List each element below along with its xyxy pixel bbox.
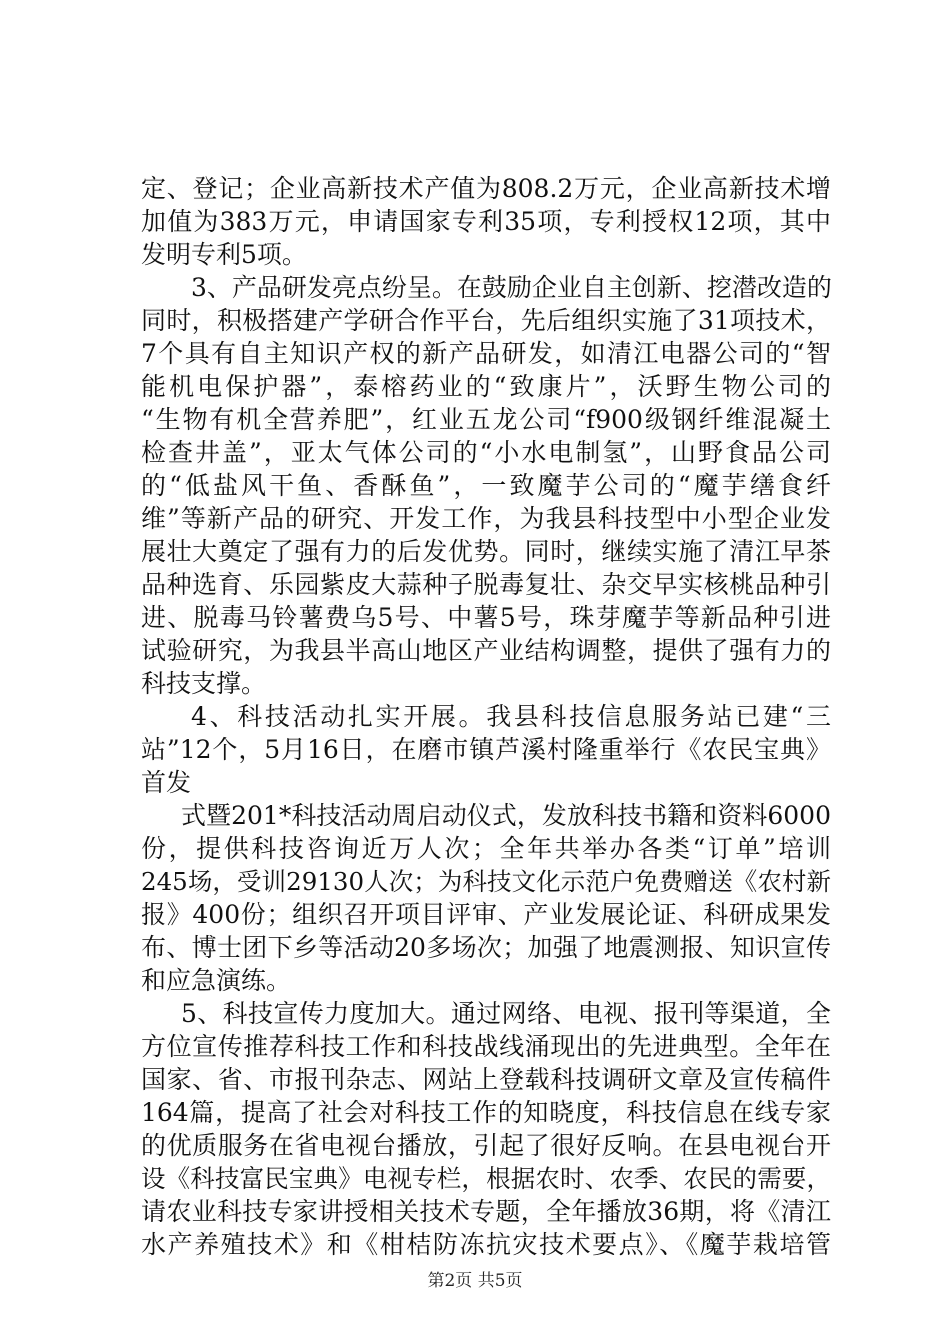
text-line: 报》400份；组织召开项目评审、产业发展论证、科研成果发 xyxy=(141,900,831,929)
text-line: 布、博士团下乡等活动20多场次；加强了地震测报、知识宣传 xyxy=(141,933,831,962)
text-line: 方位宣传推荐科技工作和科技战线涌现出的先进典型。全年在 xyxy=(141,1032,831,1061)
text-line: 科技支撑。 xyxy=(141,669,267,698)
text-line: 164篇，提高了社会对科技工作的知晓度，科技信息在线专家 xyxy=(141,1098,831,1127)
text-line: 同时，积极搭建产学研合作平台，先后组织实施了31项技术， xyxy=(141,306,831,335)
document-body xyxy=(141,172,831,1261)
text-line: 水产养殖技术》和《柑桔防冻抗灾技术要点》、《魔芋栽培管 xyxy=(141,1230,831,1259)
text-line: 3、产品研发亮点纷呈。在鼓励企业自主创新、挖潜改造的 xyxy=(191,273,832,302)
text-line: 加值为383万元，申请国家专利35项，专利授权12项，其中 xyxy=(141,207,831,236)
text-line: 国家、省、市报刊杂志、网站上登载科技调研文章及宣传稿件 xyxy=(141,1065,831,1094)
text-line: 发明专利5项。 xyxy=(141,240,307,269)
text-line: 5、科技宣传力度加大。通过网络、电视、报刊等渠道，全 xyxy=(181,999,831,1028)
text-line: 的优质服务在省电视台播放，引起了很好反响。在县电视台开 xyxy=(141,1131,831,1160)
text-line: 的“低盐风干鱼、香酥鱼”，一致魔芋公司的“魔芋缮食纤 xyxy=(141,471,831,500)
text-line: “生物有机全营养肥”，红业五龙公司“f900级钢纤维混凝土 xyxy=(141,405,831,434)
page-footer: 第2页 共5页 xyxy=(427,1271,523,1291)
text-line: 设《科技富民宝典》电视专栏，根据农时、农季、农民的需要， xyxy=(141,1164,831,1193)
text-line: 4、科技活动扎实开展。我县科技信息服务站已建“三 xyxy=(191,702,831,731)
text-line: 请农业科技专家讲授相关技术专题，全年播放36期，将《清江 xyxy=(141,1197,831,1226)
text-line: 展壮大奠定了强有力的后发优势。同时，继续实施了清江早茶 xyxy=(141,537,831,566)
text-line: 能机电保护器”，泰榕药业的“致康片”，沃野生物公司的 xyxy=(141,372,831,401)
text-line: 维”等新产品的研究、开发工作，为我县科技型中小型企业发 xyxy=(141,504,831,533)
text-line: 试验研究，为我县半高山地区产业结构调整，提供了强有力的 xyxy=(141,636,831,665)
text-line: 式暨201*科技活动周启动仪式，发放科技书籍和资料6000 xyxy=(181,801,831,830)
text-line: 定、登记；企业高新技术产值为808.2万元，企业高新技术增 xyxy=(141,174,831,203)
text-line: 245场，受训29130人次；为科技文化示范户免费赠送《农村新 xyxy=(141,867,831,896)
text-line: 检查井盖”，亚太气体公司的“小水电制氢”，山野食品公司 xyxy=(141,438,831,467)
text-line: 和应急演练。 xyxy=(141,966,292,995)
text-line: 站”12个，5月16日，在磨市镇芦溪村隆重举行《农民宝典》 xyxy=(141,735,831,764)
text-line: 首发 xyxy=(141,768,192,797)
text-line: 份，提供科技咨询近万人次；全年共举办各类“订单”培训 xyxy=(141,834,831,863)
text-line: 品种选育、乐园紫皮大蒜种子脱毒复壮、杂交早实核桃品种引 xyxy=(141,570,831,599)
text-line: 进、脱毒马铃薯费乌5号、中薯5号，珠芽魔芋等新品种引进 xyxy=(141,603,831,632)
text-line: 7个具有自主知识产权的新产品研发，如清江电器公司的“智 xyxy=(141,339,831,368)
